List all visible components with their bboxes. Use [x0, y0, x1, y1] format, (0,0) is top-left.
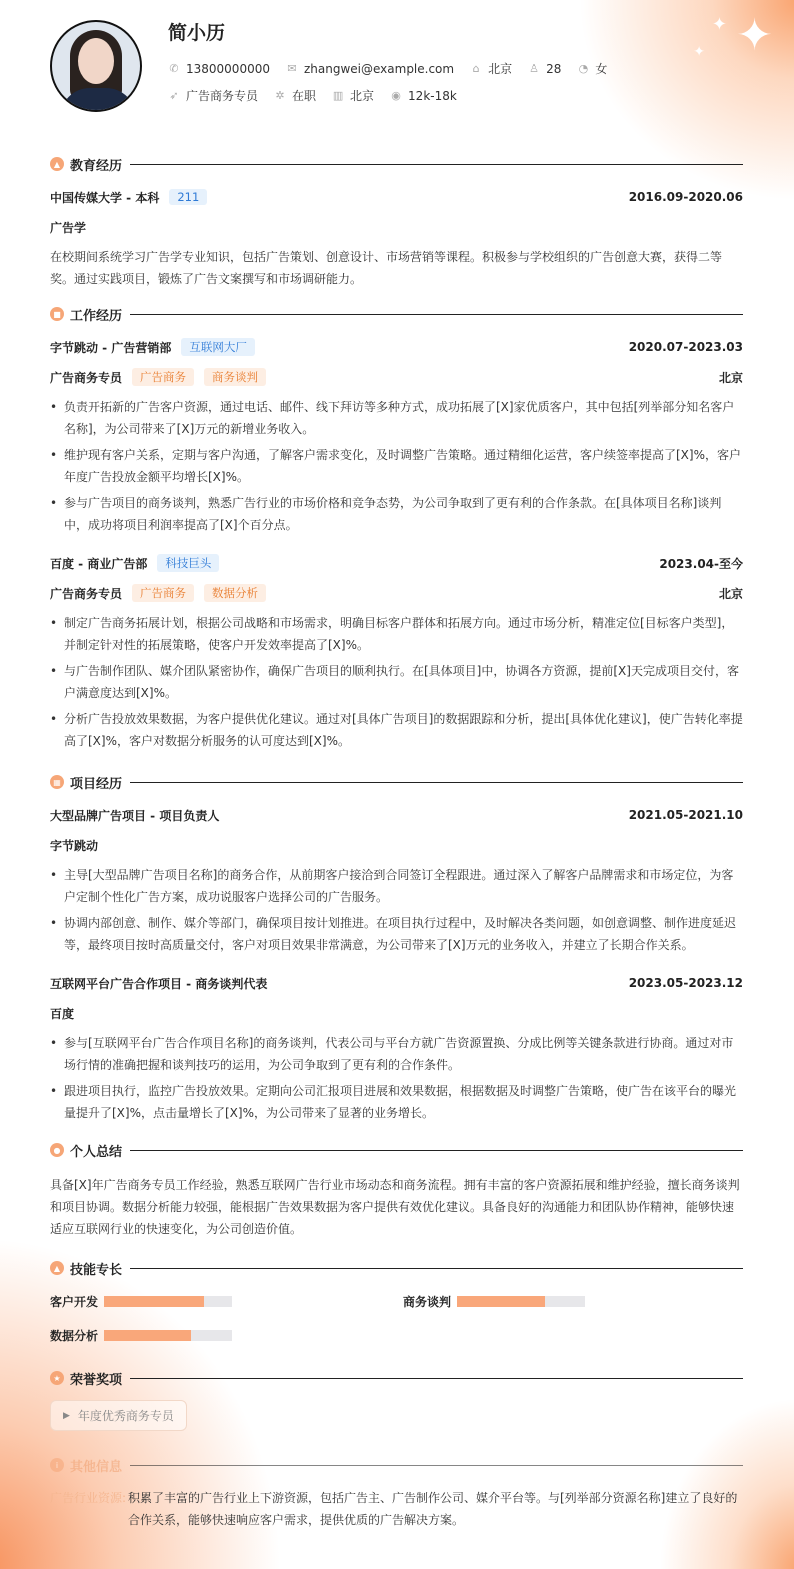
city: 北京 — [718, 370, 743, 385]
home-icon: ⌂ — [472, 62, 480, 75]
skill-item — [403, 1290, 743, 1312]
project-icon: ▦ — [50, 775, 64, 789]
date: 2021.05-2021.10 — [628, 808, 743, 822]
section-skills — [50, 1256, 743, 1280]
project-name: 大型品牌广告项目 - 项目负责人 — [50, 808, 220, 823]
list-item: • 协调内部创意、制作、媒介等部门，确保项目按计划推进。在项目执行过程中，及时解决各类问题，如创意调整、制作进度延迟等，最终项目按时高质量交付，客户对项目效果非常满意，为公司带来了[X]万元的业务收入，并建立了长期合作关系。 — [50, 912, 743, 956]
gender-icon: ◔ — [578, 62, 589, 75]
skill-name: 客户开发 — [50, 1294, 99, 1309]
skill-bar — [457, 1296, 585, 1307]
section-awards — [50, 1366, 743, 1390]
work-item — [50, 548, 743, 752]
section-title: 教育经历 — [70, 158, 123, 174]
organization: 字节跳动 — [50, 838, 99, 853]
section-title: 其他信息 — [70, 1459, 123, 1475]
skill-item — [50, 1290, 403, 1312]
skill-bar-fill — [104, 1330, 191, 1341]
skill-bar-fill — [457, 1296, 545, 1307]
project-name: 互联网平台广告合作项目 - 商务谈判代表 — [50, 976, 268, 991]
section-projects — [50, 770, 743, 794]
divider — [130, 164, 743, 165]
role: 广告商务专员 — [50, 370, 123, 385]
list-item: • 主导[大型品牌广告项目名称]的商务合作，从前期客户接洽到合同签订全程跟进。通过深入了解客户品牌需求和市场定位，为客户定制个性化广告方案，成功说服客户选择公司的广告服务。 — [50, 864, 743, 908]
education-icon: ▲ — [50, 157, 64, 171]
section-education — [50, 152, 743, 176]
contact-row — [168, 60, 617, 77]
avatar — [50, 20, 142, 112]
divider — [130, 1150, 743, 1151]
skill-bar — [104, 1296, 232, 1307]
education-desc: 在校期间系统学习广告学专业知识，包括广告策划、创意设计、市场营销等课程。积极参与学校组织的广告创意大赛，获得二等奖。通过实践项目，锻炼了广告文案撰写和市场调研能力。 — [50, 250, 723, 286]
candidate-name: 简小历 — [168, 22, 226, 44]
send-icon: ➶ — [169, 89, 179, 102]
gender: 女 — [595, 62, 608, 76]
person-icon: ● — [50, 1143, 64, 1157]
award-icon: ★ — [50, 1371, 64, 1385]
list-item: • 负责开拓新的广告客户资源，通过电话、邮件、线下拜访等多种方式，成功拓展了[X]家优质客户，其中包括[列举部分知名客户名称]，为公司带来了[X]万元的新增业务收入。 — [50, 396, 743, 440]
sparkle-icon: ✦ — [711, 14, 727, 35]
position: 广告商务专员 — [186, 89, 259, 103]
date: 2020.07-2023.03 — [628, 340, 743, 354]
skill-tag: 广告商务 — [132, 584, 194, 602]
divider — [130, 782, 743, 783]
location: 北京 — [488, 62, 513, 76]
company-tag: 互联网大厂 — [181, 338, 255, 356]
skill-tag: 广告商务 — [132, 368, 194, 386]
list-item: • 参与[互联网平台广告合作项目名称]的商务谈判，代表公司与平台方就广告资源置换、分成比例等关键条款进行协商。通过对市场行情的准确把握和谈判技巧的运用，为公司争取到了更有利的合作条件。 — [50, 1032, 743, 1076]
other-text: 积累了丰富的广告行业上下游资源，包括广告主、广告制作公司、媒介平台等。与[列举部分资源名称]建立了良好的合作关系，能够快速响应客户需求，提供优质的广告解决方案。 — [128, 1491, 738, 1527]
section-title: 技能专长 — [70, 1262, 123, 1278]
company: 百度 - 商业广告部 — [50, 556, 148, 571]
mail-icon: ✉ — [287, 62, 297, 75]
school: 中国传媒大学 - 本科 — [50, 190, 160, 205]
section-work — [50, 302, 743, 326]
school-tag: 211 — [169, 189, 207, 205]
phone-icon: ✆ — [169, 62, 179, 75]
skill-name: 数据分析 — [50, 1328, 99, 1343]
work-item — [50, 332, 743, 536]
skill-tag: 商务谈判 — [204, 368, 266, 386]
date: 2023.04-至今 — [659, 556, 743, 571]
play-icon: ▶ — [63, 1410, 70, 1421]
skill-tag: 数据分析 — [204, 584, 266, 602]
skill-item — [50, 1324, 403, 1346]
list-item: • 维护现有客户关系，定期与客户沟通，了解客户需求变化，及时调整广告策略。通过精细化运营，客户续签率提高了[X]%，客户年度广告投放金额平均增长[X]%。 — [50, 444, 743, 488]
section-summary — [50, 1138, 743, 1162]
company: 字节跳动 - 广告营销部 — [50, 340, 172, 355]
section-title: 项目经历 — [70, 776, 123, 792]
status-icon: ✲ — [275, 89, 285, 102]
sparkle-icon: ✦ — [736, 10, 773, 61]
section-title: 工作经历 — [70, 308, 123, 324]
city: 北京 — [350, 89, 375, 103]
summary-text: 具备[X]年广告商务专员工作经验，熟悉互联网广告行业市场动态和商务流程。拥有丰富的客户资源拓展和维护经验，擅长商务谈判和项目协调。数据分析能力较强，能根据广告效果数据为客户提供有效优化建议。具备良好的沟通能力和团队协作精神，能够快速适应互联网行业的快速变化，为公司创造价值。 — [50, 1178, 740, 1236]
list-item: • 跟进项目执行，监控广告投放效果。定期向公司汇报项目进展和效果数据，根据数据及时调整广告策略，使广告在该平台的曝光量提升了[X]%，点击量增长了[X]%，为公司带来了显著的业务增长。 — [50, 1080, 743, 1124]
salary: 12k-18k — [408, 88, 457, 103]
date: 2023.05-2023.12 — [628, 976, 743, 990]
skill-bar — [104, 1330, 232, 1341]
project-item — [50, 800, 743, 956]
email: zhangwei@example.com — [303, 61, 455, 76]
list-item: • 与广告制作团队、媒介团队紧密协作，确保广告项目的顺利执行。在[具体项目]中，协调各方资源，提前[X]天完成项目交付，客户满意度达到[X]%。 — [50, 660, 743, 704]
city: 北京 — [718, 586, 743, 601]
major: 广告学 — [50, 220, 87, 235]
section-title: 荣誉奖项 — [70, 1372, 123, 1388]
award-name: 年度优秀商务专员 — [77, 1409, 174, 1423]
organization: 百度 — [50, 1006, 75, 1021]
age: 28 — [546, 61, 562, 76]
skill-name: 商务谈判 — [403, 1294, 452, 1309]
section-title: 个人总结 — [70, 1144, 123, 1160]
age-icon: ♙ — [529, 62, 540, 75]
briefcase-icon: ■ — [50, 307, 64, 321]
divider — [130, 314, 743, 315]
role: 广告商务专员 — [50, 586, 123, 601]
status: 在职 — [292, 89, 317, 103]
salary-icon: ◉ — [391, 89, 401, 102]
sparkle-icon: ✦ — [693, 44, 705, 60]
list-item: • 制定广告商务拓展计划，根据公司战略和市场需求，明确目标客户群体和拓展方向。通过市场分析，精准定位[目标客户类型]，并制定针对性的拓展策略，使客户开发效率提高了[X]%。 — [50, 612, 743, 656]
resume-header — [50, 0, 773, 140]
building-icon: ▥ — [332, 89, 344, 102]
thumbs-up-icon: ▲ — [50, 1261, 64, 1275]
divider — [130, 1465, 743, 1466]
company-tag: 科技巨头 — [157, 554, 219, 572]
list-item: • 参与广告项目的商务谈判，熟悉广告行业的市场价格和竞争态势，为公司争取到了更有利的合作条款。在[具体项目名称]谈判中，成功将项目利润率提高了[X]个百分点。 — [50, 492, 743, 536]
list-item: • 分析广告投放效果数据，为客户提供优化建议。通过对[具体广告项目]的数据跟踪和分析，提出[具体优化建议]，使广告转化率提高了[X]%，客户对数据分析服务的认可度达到[X]%。 — [50, 708, 743, 752]
divider — [130, 1268, 743, 1269]
skill-bar-fill — [104, 1296, 204, 1307]
other-label: 广告行业资源: — [50, 1491, 127, 1505]
award-item — [50, 1400, 187, 1431]
project-item — [50, 968, 743, 1124]
date: 2016.09-2020.06 — [628, 190, 743, 204]
divider — [130, 1378, 743, 1379]
section-other — [50, 1453, 743, 1477]
job-intent-row — [168, 87, 467, 104]
info-icon: i — [50, 1458, 64, 1472]
phone: 13800000000 — [186, 61, 270, 76]
